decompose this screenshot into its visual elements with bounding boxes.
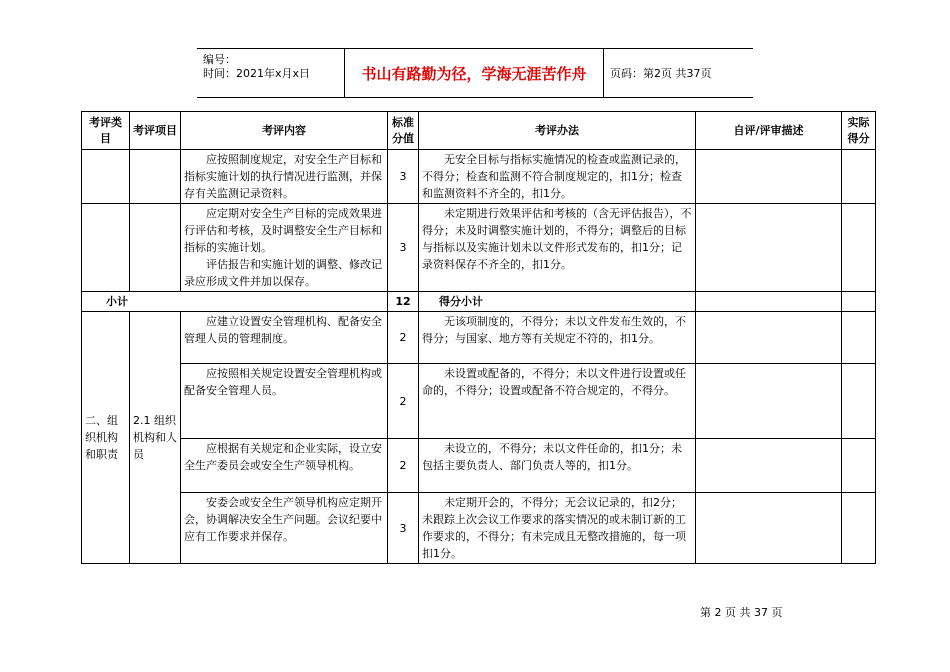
header-motto: 书山有路勤为径，学海无涯苦作舟 bbox=[345, 49, 604, 97]
actual-score-cell[interactable] bbox=[842, 312, 876, 364]
col-header-description: 自评/评审描述 bbox=[696, 112, 842, 150]
method-cell: 无该项制度的，不得分；未以文件发布生效的，不得分；与国家、地方等有关规定不符的，扣1分。 bbox=[419, 312, 696, 364]
category-cell: 二、组织机构和职责 bbox=[82, 312, 130, 564]
col-header-method: 考评办法 bbox=[419, 112, 696, 150]
method-cell: 未设置或配备的，不得分；未以文件进行设置或任命的，不得分；设置或配备不符合规定的，不得分。 bbox=[419, 364, 696, 439]
item-cell: 2.1 组织机构和人员 bbox=[130, 312, 181, 564]
description-cell[interactable] bbox=[696, 292, 842, 312]
table-row bbox=[82, 364, 876, 439]
col-header-category: 考评类目 bbox=[82, 112, 130, 150]
table-row bbox=[82, 439, 876, 493]
actual-score-cell[interactable] bbox=[842, 493, 876, 564]
score-cell: 3 bbox=[388, 493, 419, 564]
content-paragraph: 评估报告和实施计划的调整、修改记录应形成文件并加以保存。 bbox=[184, 258, 382, 288]
method-cell: 无安全目标与指标实施情况的检查或监测记录的，不得分；检查和监测不符合制度规定的，扣1分；检查和监测资料不齐全的，扣1分。 bbox=[419, 150, 696, 204]
actual-score-cell[interactable] bbox=[842, 439, 876, 493]
category-cell bbox=[82, 204, 130, 292]
actual-score-cell[interactable] bbox=[842, 204, 876, 292]
content-cell: 应按照制度规定，对安全生产目标和指标实施计划的执行情况进行监测，并保存有关监测记录资料。 bbox=[181, 150, 388, 204]
score-cell: 2 bbox=[388, 439, 419, 493]
table-row bbox=[82, 312, 876, 364]
description-cell[interactable] bbox=[696, 493, 842, 564]
method-cell: 未定期开会的，不得分；无会议记录的，扣2分；未跟踪上次会议工作要求的落实情况的或未制订新的工作要求的，不得分；有未完成且无整改措施的，每一项扣1分。 bbox=[419, 493, 696, 564]
header-page-label: 页码：第2页 共37页 bbox=[610, 67, 712, 80]
method-cell: 未设立的，不得分；未以文件任命的，扣1分；未包括主要负责人、部门负责人等的，扣1分。 bbox=[419, 439, 696, 493]
description-cell[interactable] bbox=[696, 364, 842, 439]
description-cell[interactable] bbox=[696, 439, 842, 493]
page-footer: 第 2 页 共 37 页 bbox=[700, 606, 783, 619]
code-label: 编号： bbox=[203, 53, 236, 66]
content-cell bbox=[181, 204, 388, 292]
content-cell: 安委会或安全生产领导机构应定期开会，协调解决安全生产问题。会议纪要中应有工作要求并保存。 bbox=[181, 493, 388, 564]
actual-score-cell[interactable] bbox=[842, 292, 876, 312]
score-cell: 2 bbox=[388, 312, 419, 364]
subtotal-label: 小计 bbox=[82, 292, 388, 312]
description-cell[interactable] bbox=[696, 312, 842, 364]
col-header-item: 考评项目 bbox=[130, 112, 181, 150]
content-cell: 应按照相关规定设置安全管理机构或配备安全管理人员。 bbox=[181, 364, 388, 439]
score-cell: 3 bbox=[388, 150, 419, 204]
content-paragraph: 应定期对安全生产目标的完成效果进行评估和考核，及时调整安全生产目标和指标的实施计划。 bbox=[184, 207, 382, 254]
col-header-score: 标准分值 bbox=[388, 112, 419, 150]
description-cell[interactable] bbox=[696, 204, 842, 292]
subtotal-score: 12 bbox=[388, 292, 419, 312]
table-row bbox=[82, 150, 876, 204]
item-cell bbox=[130, 204, 181, 292]
method-cell: 未定期进行效果评估和考核的（含无评估报告），不得分；未及时调整实施计划的，不得分；调整后的目标与指标以及实施计划未以文件形式发布的，扣1分；记录资料保存不齐全的，扣1分。 bbox=[419, 204, 696, 292]
score-cell: 2 bbox=[388, 364, 419, 439]
description-cell[interactable] bbox=[696, 150, 842, 204]
table-header-row bbox=[82, 112, 876, 150]
col-header-actual: 实际得分 bbox=[842, 112, 876, 150]
header-info bbox=[197, 49, 345, 97]
time-label: 时间：2021年x月x日 bbox=[203, 67, 311, 80]
item-cell bbox=[130, 150, 181, 204]
content-cell: 应根据有关规定和企业实际，设立安全生产委员会或安全生产领导机构。 bbox=[181, 439, 388, 493]
score-cell: 3 bbox=[388, 204, 419, 292]
table-row bbox=[82, 204, 876, 292]
category-cell bbox=[82, 150, 130, 204]
actual-score-cell[interactable] bbox=[842, 364, 876, 439]
table-row bbox=[82, 493, 876, 564]
actual-score-cell[interactable] bbox=[842, 150, 876, 204]
subtotal-method: 得分小计 bbox=[419, 292, 696, 312]
content-cell: 应建立设置安全管理机构、配备安全管理人员的管理制度。 bbox=[181, 312, 388, 364]
evaluation-table bbox=[81, 111, 876, 564]
subtotal-row bbox=[82, 292, 876, 312]
col-header-content: 考评内容 bbox=[181, 112, 388, 150]
page-header bbox=[197, 48, 753, 98]
